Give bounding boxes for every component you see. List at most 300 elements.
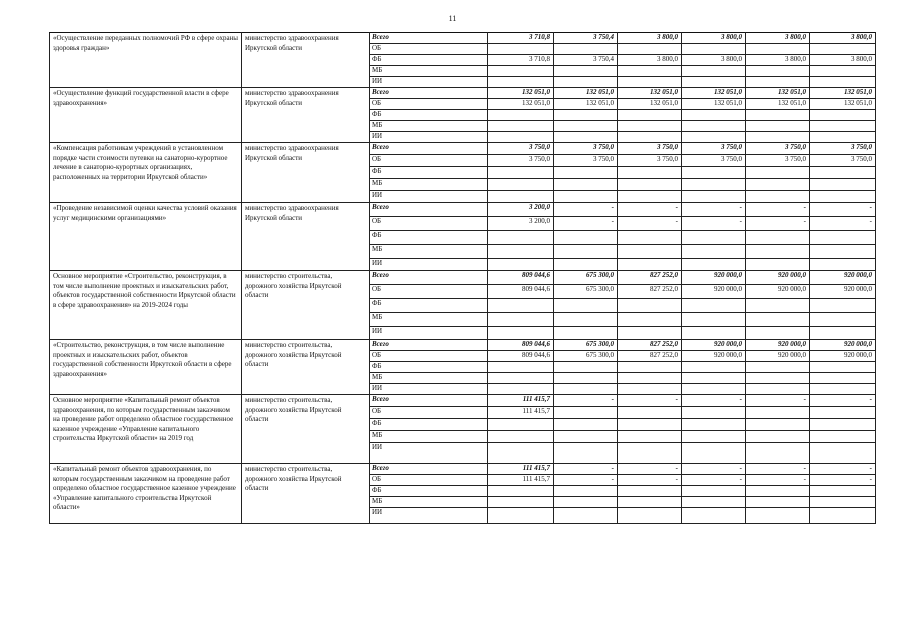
amount-cell: [618, 327, 682, 340]
amount-cell: 3 800,0: [682, 55, 746, 66]
funding-source: МБ: [370, 497, 488, 508]
amount-cell: 3 750,0: [682, 155, 746, 167]
page-number: 11: [448, 14, 457, 23]
amount-cell: 3 200,0: [488, 217, 554, 231]
amount-cell: -: [810, 203, 876, 217]
amount-cell: [682, 508, 746, 524]
amount-cell: [618, 231, 682, 245]
amount-cell: 920 000,0: [746, 271, 810, 285]
amount-cell: [810, 299, 876, 313]
funding-source: ФБ: [370, 110, 488, 121]
amount-cell: [746, 245, 810, 259]
amount-cell: [618, 373, 682, 384]
amount-cell: 3 200,0: [488, 203, 554, 217]
amount-cell: 132 051,0: [810, 99, 876, 110]
amount-cell: [618, 443, 682, 464]
amount-cell: [488, 497, 554, 508]
amount-cell: [810, 66, 876, 77]
amount-cell: [746, 486, 810, 497]
amount-cell: [554, 419, 618, 431]
amount-cell: [554, 44, 618, 55]
activity-description: «Капитальный ремонт объектов здравоохранения, по которым государственным заказчиком на проведение работ определено областное государственное казенное учреждение «Управление капитального строительства Иркутской области»: [50, 464, 242, 524]
amount-cell: -: [618, 395, 682, 407]
amount-cell: 675 300,0: [554, 351, 618, 362]
amount-cell: [810, 419, 876, 431]
amount-cell: [682, 443, 746, 464]
amount-cell: [682, 44, 746, 55]
amount-cell: 132 051,0: [746, 99, 810, 110]
responsible-executor: министерство строительства, дорожного хозяйства Иркутской области: [242, 271, 370, 340]
activity-description: «Строительство, реконструкция, в том числе выполнение проектных и изыскательских работ, объектов государственной собственности Иркутской области в сфере здравоохранения»: [50, 340, 242, 395]
amount-cell: [554, 299, 618, 313]
funding-source: Всего: [370, 33, 488, 44]
amount-cell: 809 044,6: [488, 271, 554, 285]
amount-cell: 920 000,0: [810, 285, 876, 299]
funding-source: ФБ: [370, 299, 488, 313]
amount-cell: [618, 431, 682, 443]
amount-cell: -: [682, 395, 746, 407]
amount-cell: -: [618, 475, 682, 486]
amount-cell: [682, 497, 746, 508]
amount-cell: [810, 77, 876, 88]
amount-cell: 920 000,0: [810, 340, 876, 351]
amount-cell: [618, 259, 682, 271]
amount-cell: 111 415,7: [488, 407, 554, 419]
amount-cell: [810, 407, 876, 419]
table-row: [50, 271, 876, 285]
amount-cell: 132 051,0: [746, 88, 810, 99]
amount-cell: -: [682, 203, 746, 217]
amount-cell: [746, 497, 810, 508]
amount-cell: [746, 259, 810, 271]
amount-cell: 3 800,0: [618, 55, 682, 66]
amount-cell: [554, 508, 618, 524]
amount-cell: [810, 132, 876, 143]
amount-cell: 3 750,0: [618, 143, 682, 155]
amount-cell: [810, 373, 876, 384]
budget-table: [49, 32, 876, 524]
amount-cell: [488, 362, 554, 373]
funding-source: ОБ: [370, 155, 488, 167]
amount-cell: 809 044,6: [488, 340, 554, 351]
amount-cell: 3 750,0: [618, 155, 682, 167]
amount-cell: [682, 132, 746, 143]
amount-cell: [618, 66, 682, 77]
funding-source: ФБ: [370, 55, 488, 66]
amount-cell: 132 051,0: [488, 88, 554, 99]
amount-cell: [682, 110, 746, 121]
amount-cell: [746, 66, 810, 77]
amount-cell: 827 252,0: [618, 285, 682, 299]
responsible-executor: министерство здравоохранения Иркутской области: [242, 143, 370, 203]
amount-cell: [554, 179, 618, 191]
amount-cell: [554, 373, 618, 384]
amount-cell: [810, 191, 876, 203]
amount-cell: [488, 419, 554, 431]
funding-source: ОБ: [370, 285, 488, 299]
amount-cell: [488, 313, 554, 327]
amount-cell: -: [810, 395, 876, 407]
funding-source: ФБ: [370, 231, 488, 245]
amount-cell: [746, 373, 810, 384]
amount-cell: 3 750,4: [554, 55, 618, 66]
funding-source: ОБ: [370, 475, 488, 486]
amount-cell: [554, 259, 618, 271]
amount-cell: [554, 132, 618, 143]
funding-source: ОБ: [370, 351, 488, 362]
amount-cell: -: [554, 217, 618, 231]
responsible-executor: министерство здравоохранения Иркутской области: [242, 203, 370, 271]
amount-cell: 3 710,8: [488, 55, 554, 66]
amount-cell: [488, 299, 554, 313]
amount-cell: -: [618, 203, 682, 217]
amount-cell: 3 800,0: [682, 33, 746, 44]
amount-cell: [488, 245, 554, 259]
amount-cell: -: [746, 395, 810, 407]
amount-cell: [682, 167, 746, 179]
amount-cell: [488, 77, 554, 88]
amount-cell: [810, 431, 876, 443]
amount-cell: [618, 299, 682, 313]
amount-cell: [554, 110, 618, 121]
amount-cell: [746, 407, 810, 419]
amount-cell: [746, 231, 810, 245]
amount-cell: [682, 313, 746, 327]
amount-cell: 920 000,0: [746, 285, 810, 299]
amount-cell: 111 415,7: [488, 475, 554, 486]
amount-cell: [488, 167, 554, 179]
amount-cell: 3 800,0: [746, 55, 810, 66]
amount-cell: [618, 132, 682, 143]
amount-cell: 920 000,0: [746, 351, 810, 362]
amount-cell: [746, 431, 810, 443]
amount-cell: 132 051,0: [618, 88, 682, 99]
amount-cell: [810, 259, 876, 271]
amount-cell: -: [618, 464, 682, 475]
funding-source: Всего: [370, 88, 488, 99]
table-row: [50, 464, 876, 475]
amount-cell: [554, 384, 618, 395]
amount-cell: -: [554, 464, 618, 475]
amount-cell: [682, 384, 746, 395]
amount-cell: -: [746, 475, 810, 486]
amount-cell: [746, 384, 810, 395]
amount-cell: [554, 191, 618, 203]
amount-cell: 827 252,0: [618, 271, 682, 285]
amount-cell: [488, 508, 554, 524]
amount-cell: [618, 419, 682, 431]
amount-cell: [618, 179, 682, 191]
amount-cell: [682, 362, 746, 373]
amount-cell: 3 750,0: [810, 143, 876, 155]
amount-cell: [488, 486, 554, 497]
amount-cell: [746, 121, 810, 132]
amount-cell: [810, 179, 876, 191]
amount-cell: 920 000,0: [810, 351, 876, 362]
amount-cell: [618, 110, 682, 121]
funding-source: ИИ: [370, 443, 488, 464]
amount-cell: [810, 384, 876, 395]
table-row: [50, 395, 876, 407]
amount-cell: [746, 77, 810, 88]
amount-cell: [810, 44, 876, 55]
amount-cell: [682, 299, 746, 313]
amount-cell: [682, 259, 746, 271]
amount-cell: 3 800,0: [810, 33, 876, 44]
amount-cell: [488, 191, 554, 203]
amount-cell: [618, 384, 682, 395]
amount-cell: [746, 443, 810, 464]
amount-cell: [488, 431, 554, 443]
funding-source: Всего: [370, 395, 488, 407]
amount-cell: [682, 121, 746, 132]
amount-cell: -: [618, 217, 682, 231]
amount-cell: [682, 231, 746, 245]
amount-cell: [618, 313, 682, 327]
funding-source: МБ: [370, 121, 488, 132]
amount-cell: [618, 77, 682, 88]
amount-cell: [810, 443, 876, 464]
amount-cell: [618, 486, 682, 497]
funding-source: МБ: [370, 431, 488, 443]
amount-cell: [488, 259, 554, 271]
amount-cell: [746, 44, 810, 55]
amount-cell: -: [682, 217, 746, 231]
amount-cell: -: [746, 203, 810, 217]
table-row: [50, 33, 876, 44]
amount-cell: [746, 508, 810, 524]
amount-cell: [682, 179, 746, 191]
amount-cell: 3 710,8: [488, 33, 554, 44]
amount-cell: [746, 299, 810, 313]
responsible-executor: министерство здравоохранения Иркутской области: [242, 88, 370, 143]
amount-cell: [488, 327, 554, 340]
amount-cell: [554, 167, 618, 179]
amount-cell: [488, 110, 554, 121]
amount-cell: 675 300,0: [554, 271, 618, 285]
amount-cell: -: [682, 475, 746, 486]
amount-cell: -: [554, 395, 618, 407]
amount-cell: 132 051,0: [554, 99, 618, 110]
funding-source: Всего: [370, 464, 488, 475]
amount-cell: 675 300,0: [554, 285, 618, 299]
amount-cell: 3 800,0: [746, 33, 810, 44]
funding-source: ИИ: [370, 77, 488, 88]
amount-cell: [554, 407, 618, 419]
amount-cell: 132 051,0: [618, 99, 682, 110]
amount-cell: [618, 407, 682, 419]
amount-cell: [682, 419, 746, 431]
funding-source: МБ: [370, 66, 488, 77]
amount-cell: [554, 486, 618, 497]
amount-cell: 3 750,0: [554, 143, 618, 155]
amount-cell: -: [810, 475, 876, 486]
amount-cell: [554, 77, 618, 88]
amount-cell: [810, 327, 876, 340]
table-row: [50, 203, 876, 217]
funding-source: ФБ: [370, 419, 488, 431]
amount-cell: [746, 362, 810, 373]
amount-cell: 132 051,0: [810, 88, 876, 99]
amount-cell: -: [554, 203, 618, 217]
amount-cell: [682, 431, 746, 443]
amount-cell: [488, 121, 554, 132]
amount-cell: 3 750,0: [488, 155, 554, 167]
amount-cell: [682, 373, 746, 384]
amount-cell: 827 252,0: [618, 351, 682, 362]
amount-cell: [618, 508, 682, 524]
amount-cell: [554, 443, 618, 464]
funding-source: ИИ: [370, 259, 488, 271]
funding-source: ИИ: [370, 384, 488, 395]
amount-cell: 920 000,0: [682, 271, 746, 285]
funding-source: МБ: [370, 245, 488, 259]
amount-cell: 132 051,0: [488, 99, 554, 110]
amount-cell: [810, 313, 876, 327]
amount-cell: -: [682, 464, 746, 475]
funding-source: Всего: [370, 203, 488, 217]
funding-source: ФБ: [370, 167, 488, 179]
amount-cell: [554, 327, 618, 340]
table-row: [50, 143, 876, 155]
amount-cell: 3 750,0: [488, 143, 554, 155]
amount-cell: 809 044,6: [488, 351, 554, 362]
amount-cell: 3 750,0: [554, 155, 618, 167]
amount-cell: 675 300,0: [554, 340, 618, 351]
amount-cell: [488, 44, 554, 55]
amount-cell: [746, 313, 810, 327]
amount-cell: [488, 231, 554, 245]
amount-cell: [618, 245, 682, 259]
amount-cell: 111 415,7: [488, 395, 554, 407]
amount-cell: -: [746, 464, 810, 475]
funding-source: Всего: [370, 271, 488, 285]
amount-cell: [746, 419, 810, 431]
amount-cell: [810, 486, 876, 497]
amount-cell: 3 750,0: [810, 155, 876, 167]
amount-cell: [810, 508, 876, 524]
amount-cell: 827 252,0: [618, 340, 682, 351]
responsible-executor: министерство здравоохранения Иркутской области: [242, 33, 370, 88]
funding-source: ОБ: [370, 407, 488, 419]
amount-cell: [488, 132, 554, 143]
amount-cell: [682, 486, 746, 497]
amount-cell: [810, 245, 876, 259]
funding-source: ИИ: [370, 508, 488, 524]
funding-source: ИИ: [370, 327, 488, 340]
budget-table-body: [50, 33, 876, 524]
amount-cell: [682, 77, 746, 88]
responsible-executor: министерство строительства, дорожного хозяйства Иркутской области: [242, 340, 370, 395]
amount-cell: -: [810, 464, 876, 475]
amount-cell: [554, 431, 618, 443]
amount-cell: 3 800,0: [618, 33, 682, 44]
amount-cell: [810, 497, 876, 508]
amount-cell: [554, 313, 618, 327]
amount-cell: 132 051,0: [682, 88, 746, 99]
amount-cell: 3 750,0: [682, 143, 746, 155]
amount-cell: [554, 245, 618, 259]
amount-cell: -: [554, 475, 618, 486]
responsible-executor: министерство строительства, дорожного хозяйства Иркутской области: [242, 395, 370, 464]
amount-cell: 132 051,0: [682, 99, 746, 110]
funding-source: ОБ: [370, 99, 488, 110]
activity-description: «Осуществление функций государственной власти в сфере здравоохранения»: [50, 88, 242, 143]
amount-cell: [810, 362, 876, 373]
amount-cell: [746, 167, 810, 179]
amount-cell: [488, 179, 554, 191]
amount-cell: [746, 191, 810, 203]
amount-cell: [618, 497, 682, 508]
amount-cell: 920 000,0: [682, 351, 746, 362]
amount-cell: [488, 373, 554, 384]
amount-cell: 132 051,0: [554, 88, 618, 99]
amount-cell: [746, 110, 810, 121]
amount-cell: 809 044,6: [488, 285, 554, 299]
amount-cell: [554, 497, 618, 508]
funding-source: Всего: [370, 340, 488, 351]
activity-description: «Компенсация работникам учреждений в установленном порядке части стоимости путевки на санаторно-курортное лечение в санаторно-курортных организациях, расположенных на территории Иркутской области»: [50, 143, 242, 203]
amount-cell: [618, 121, 682, 132]
amount-cell: [618, 362, 682, 373]
amount-cell: 920 000,0: [810, 271, 876, 285]
amount-cell: 920 000,0: [746, 340, 810, 351]
amount-cell: [810, 121, 876, 132]
activity-description: Основное мероприятие «Строительство, реконструкция, в том числе выполнение проектных и изыскательских работ, объектов государственной собственности Иркутской области в сфере здравоохранения» на 2019-2024 годы: [50, 271, 242, 340]
amount-cell: [810, 231, 876, 245]
amount-cell: [554, 66, 618, 77]
amount-cell: [810, 110, 876, 121]
activity-description: «Осуществление переданных полномочий РФ в сфере охраны здоровья граждан»: [50, 33, 242, 88]
funding-source: Всего: [370, 143, 488, 155]
table-row: [50, 340, 876, 351]
amount-cell: 920 000,0: [682, 340, 746, 351]
funding-source: ИИ: [370, 132, 488, 143]
amount-cell: [746, 132, 810, 143]
amount-cell: [618, 44, 682, 55]
amount-cell: 920 000,0: [682, 285, 746, 299]
amount-cell: [618, 191, 682, 203]
amount-cell: [554, 362, 618, 373]
amount-cell: 3 750,0: [746, 143, 810, 155]
responsible-executor: министерство строительства, дорожного хозяйства Иркутской области: [242, 464, 370, 524]
table-row: [50, 88, 876, 99]
amount-cell: [554, 231, 618, 245]
amount-cell: [682, 191, 746, 203]
amount-cell: [488, 443, 554, 464]
amount-cell: [682, 327, 746, 340]
activity-description: Основное мероприятие «Капитальный ремонт объектов здравоохранения, по которым государственным заказчиком на проведение работ определено областное государственное казенное учреждение «Управление капитального строительства Иркутской области» на 2019 год: [50, 395, 242, 464]
amount-cell: [682, 245, 746, 259]
funding-source: ФБ: [370, 362, 488, 373]
amount-cell: [746, 327, 810, 340]
funding-source: МБ: [370, 373, 488, 384]
funding-source: МБ: [370, 179, 488, 191]
funding-source: ОБ: [370, 44, 488, 55]
amount-cell: [682, 407, 746, 419]
funding-source: ФБ: [370, 486, 488, 497]
amount-cell: [810, 167, 876, 179]
amount-cell: [488, 66, 554, 77]
funding-source: МБ: [370, 313, 488, 327]
amount-cell: -: [746, 217, 810, 231]
amount-cell: 111 415,7: [488, 464, 554, 475]
funding-source: ИИ: [370, 191, 488, 203]
amount-cell: [488, 384, 554, 395]
amount-cell: [618, 167, 682, 179]
amount-cell: 3 750,4: [554, 33, 618, 44]
funding-source: ОБ: [370, 217, 488, 231]
